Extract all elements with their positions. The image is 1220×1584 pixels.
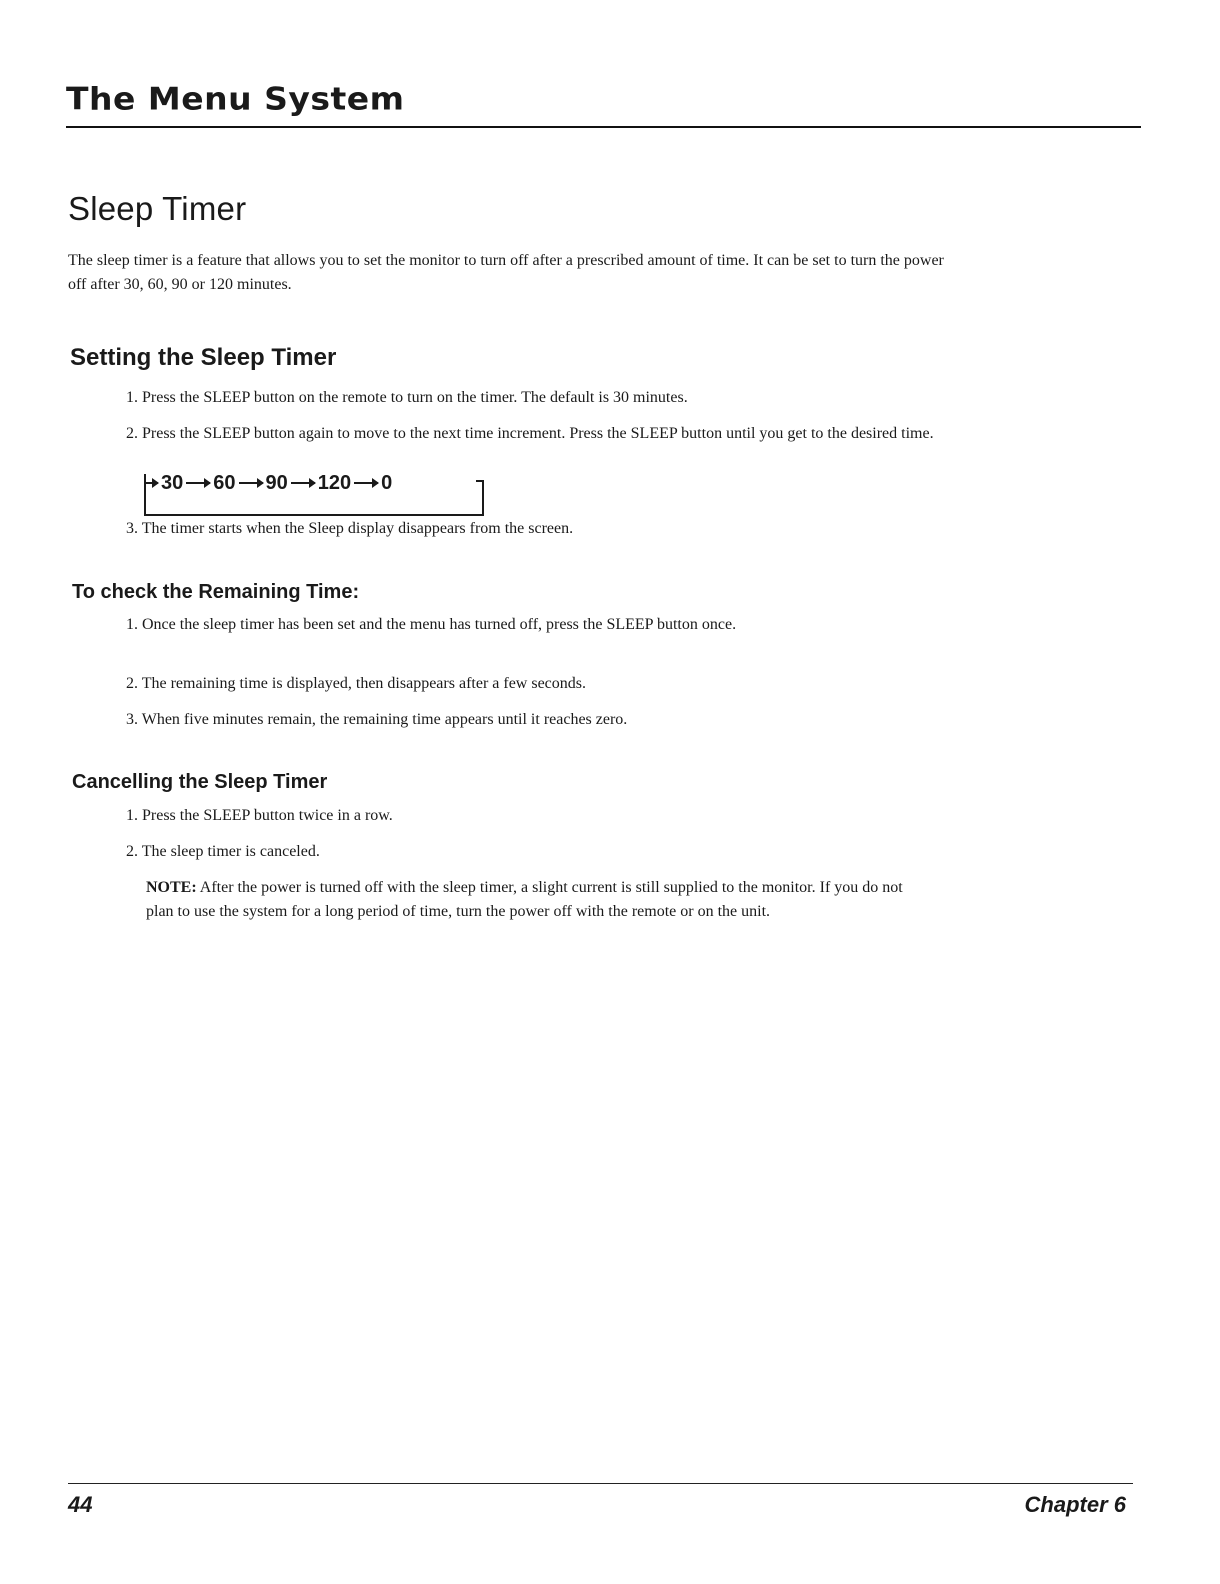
note-paragraph [146,876,916,924]
sequence-value: 90 [265,471,288,494]
setting-step-2: 2. Press the SLEEP button again to move to the next time increment. Press the SLEEP button until you get to the desired time. [126,425,934,442]
loop-line-right-tick [476,480,484,482]
sleep-sequence-diagram [142,470,492,522]
chapter-heading: The Menu System [66,80,405,118]
arrow-right-icon [186,482,210,484]
setting-step-1: 1. Press the SLEEP button on the remote to turn on the timer. The default is 30 minutes. [126,389,688,406]
remaining-step-2: 2. The remaining time is displayed, then disappears after a few seconds. [126,675,587,692]
setting-heading: Setting the Sleep Timer [70,344,337,371]
note-label: NOTE: [146,879,197,896]
chapter-label: Chapter 6 [1024,1492,1126,1517]
page-header [66,80,1141,120]
sequence-value: 30 [161,471,184,494]
sequence-value: 0 [381,471,393,494]
footer-rule [68,1483,1133,1484]
arrow-right-icon [239,482,263,484]
arrow-right-icon [354,482,378,484]
arrow-right-icon [291,482,315,484]
header-rule [66,126,1141,128]
cancelling-step-2: 2. The sleep timer is canceled. [126,843,320,860]
page-number: 44 [68,1492,93,1517]
note-text: After the power is turned off with the sleep timer, a slight current is still supplied to the monitor. If you do not plan to use the system for a long period of time, turn the power off with the remote or on the unit. [146,879,903,920]
loop-line-right [482,480,484,516]
sequence-row [142,470,393,496]
remaining-step-1: 1. Once the sleep timer has been set and the menu has turned off, press the SLEEP button once. [126,616,737,633]
cancelling-step-1: 1. Press the SLEEP button twice in a row. [126,807,393,824]
loop-line-bottom [144,514,484,516]
arrow-right-icon [144,482,158,484]
intro-paragraph: The sleep timer is a feature that allows you to set the monitor to turn off after a prescribed amount of time. It can be set to turn the power off after 30, 60, 90 or 120 minutes. [68,252,944,293]
remaining-step-3: 3. When five minutes remain, the remaining time appears until it reaches zero. [126,711,628,728]
section-title: Sleep Timer [68,190,247,227]
remaining-heading: To check the Remaining Time: [72,581,360,603]
setting-step-3: 3. The timer starts when the Sleep display disappears from the screen. [126,520,574,537]
sequence-value: 120 [317,471,352,494]
cancelling-heading: Cancelling the Sleep Timer [72,771,328,793]
sequence-value: 60 [213,471,236,494]
